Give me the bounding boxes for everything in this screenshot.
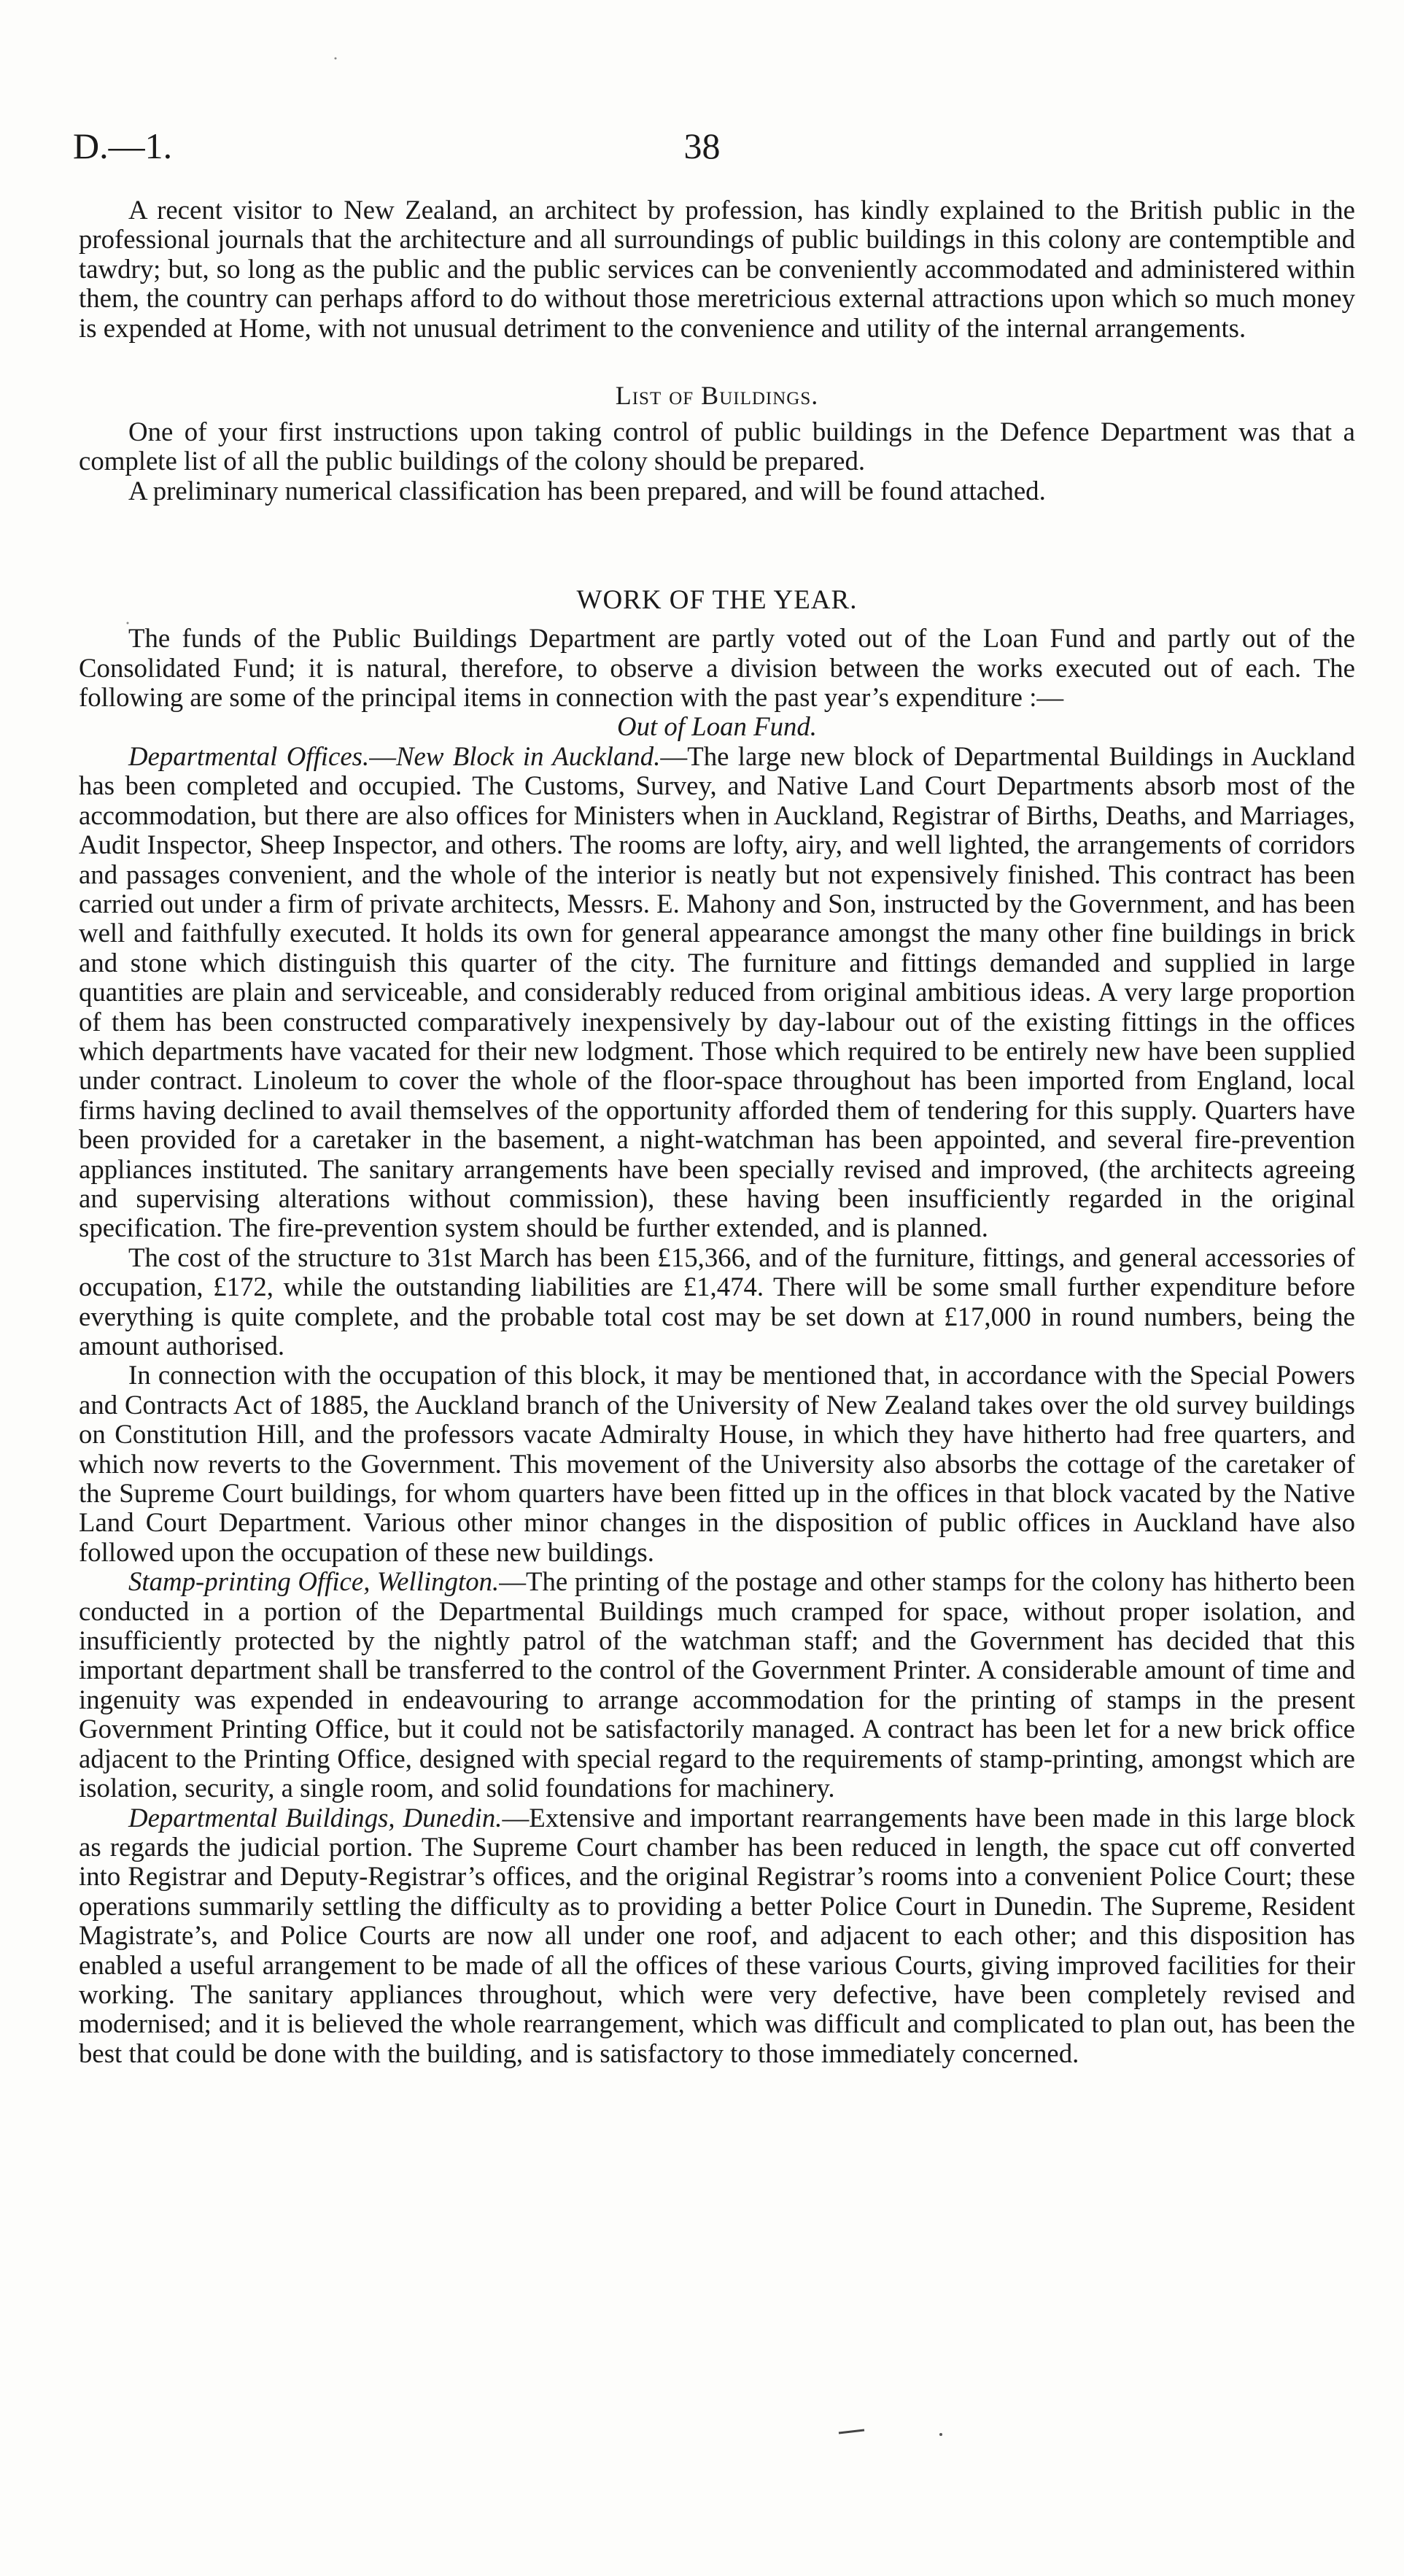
stamp-printing-paragraph	[79, 1567, 1355, 1803]
occupation-paragraph: In connection with the occupation of this block, it may be mentioned that, in accordance with the Special Powers and Contracts Act of 1885, the Auckland branch of the University of New Zealand takes over the old survey buildings on Constitution Hill, and the professors vacate Admiralty House, in which they have hitherto had free quarters, and which now reverts to the Government. This movement of the University also absorbs the cottage of the caretaker of the Supreme Court buildings, for whom quarters have been fitted up in the offices in that block vacated by the Native Land Court Department. Various other minor changes in the disposition of public offices in Auckland have also followed upon the occupation of these new buildings.	[79, 1360, 1355, 1567]
dunedin-paragraph	[79, 1803, 1355, 2069]
auckland-lead-title: Departmental Offices.	[128, 740, 370, 771]
stamp-printing-text: —The printing of the postage and other stamps for the colony has hitherto been conducted in a portion of the Departmental Buildings much cramped for space, without proper isolation, and insufficiently protected by the nightly patrol of the watchman staff; and the Government has decided that this important department shall be transferred to the control of the Government Printer. A considerable amount of time and ingenuity was expended in endeavouring to arrange accommodation for the printing of stamps in the present Government Printing Office, but it could not be satisfactorily managed. A contract has been let for a new brick office adjacent to the Printing Office, designed with special regard to the requirements of stamp-printing, amongst which are isolation, security, a single room, and solid foundations for machinery.	[79, 1566, 1355, 1803]
loan-fund-subheading: Out of Loan Fund.	[617, 711, 817, 742]
auckland-lead-dash: —	[369, 740, 396, 771]
list-paragraph-2: A preliminary numerical classification has been prepared, and will be found attached.	[128, 475, 1046, 506]
document-reference: D.—1.	[73, 125, 173, 166]
work-of-year-heading: WORK OF THE YEAR.	[576, 585, 858, 616]
dunedin-text: —Extensive and important rearrangements have been made in this large block as regards the judicial portion. The Supreme Court chamber has been reduced in length, the space cut off converted into Registrar and Deputy-Registrar’s offices, and the original Registrar’s rooms into a convenient Police Court; these operations summarily settling the difficulty as to providing a better Police Court in Dunedin. The Supreme, Resident Magistrate’s, and Police Courts are now all under one roof, and adjacent to each other; and this disposition has enabled a useful arrangement to be made of all the offices of these various Courts, giving improved facilities for their working. The sanitary appliances throughout, which were very defective, have been completely revised and modernised; and it is believed the whole rearrangement, which was difficult and complicated to plan out, has been the best that could be done with the building, and is satisfactory to those immediately concerned.	[79, 1802, 1355, 2068]
dunedin-lead: Departmental Buildings, Dunedin.	[128, 1802, 503, 1833]
document-body	[79, 196, 1355, 2068]
intro-paragraph: A recent visitor to New Zealand, an architect by profession, has kindly explained to the British public in the professional journals that the architecture and all surroundings of public buildings in this colony are contemptible and tawdry; but, so long as the public and the public services can be conveniently accommodated and administered within them, the country can perhaps afford to do without those meretricious external attractions upon which so much money is expended at Home, with not unusual detriment to the convenience and utility of the internal arrangements.	[79, 195, 1355, 343]
scan-speck	[939, 2433, 942, 2436]
auckland-lead-subtitle: New Block in Auckland.	[396, 740, 661, 771]
scan-speck	[335, 58, 337, 60]
cost-paragraph: The cost of the structure to 31st March has been £15,366, and of the furniture, fittings, and general accessories of occupation, £172, while the outstanding liabilities are £1,474. There will be some small further expenditure before everything is quite complete, and the probable total cost may be set down at £17,000 in round numbers, being the amount authorised.	[79, 1242, 1355, 1361]
scan-speck	[839, 2430, 864, 2433]
page-number: 38	[683, 125, 721, 166]
stamp-printing-lead: Stamp-printing Office, Wellington.	[128, 1566, 500, 1597]
list-paragraph-1: One of your first instructions upon taking control of public buildings in the Defence Department was that a complete list of all the public buildings of the colony should be prepared.	[79, 417, 1355, 476]
work-intro-paragraph: The funds of the Public Buildings Department are partly voted out of the Loan Fund and partly out of the Consolidated Fund; it is natural, therefore, to observe a division between the works executed out of each. The following are some of the principal items in connection with the past year’s expenditure :—	[79, 623, 1355, 713]
list-of-buildings-heading: List of Buildings.	[615, 381, 819, 411]
auckland-text: —The large new block of Departmental Buildings in Auckland has been completed and occupied. The Customs, Survey, and Native Land Court Departments absorb most of the accommodation, but there are also offices for Ministers when in Auckland, Registrar of Births, Deaths, and Marriages, Audit Inspector, Sheep Inspector, and others. The rooms are lofty, airy, and well lighted, the arrangements of corridors and passages convenient, and the whole of the interior is neatly but not expensively finished. This contract has been carried out under a firm of private architects, Messrs. E. Mahony and Son, instructed by the Government, and has been well and faithfully executed. It holds its own for general appearance amongst the many other fine buildings in brick and stone which distinguish this quarter of the city. The furniture and fittings demanded and supplied in large quantities are plain and serviceable, and considerably reduced from original ambitious ideas. A very large proportion of them has been constructed comparatively inexpensively by day-labour out of the existing fittings in the offices which departments have vacated for their new lodgment. Those which required to be entirely new have been supplied under contract. Linoleum to cover the whole of the floor-space throughout has been imported from England, local firms having declined to avail themselves of the opportunity afforded them of tendering for this supply. Quarters have been provided for a caretaker in the basement, a night-watchman has been appointed, and several fire-prevention appliances instituted. The sanitary arrangements have been specially revised and improved, (the architects agreeing and supervising alterations without commission), these having been insufficiently regarded in the original specification. The fire-prevention system should be further extended, and is planned.	[79, 740, 1355, 1243]
auckland-paragraph	[79, 742, 1355, 1243]
